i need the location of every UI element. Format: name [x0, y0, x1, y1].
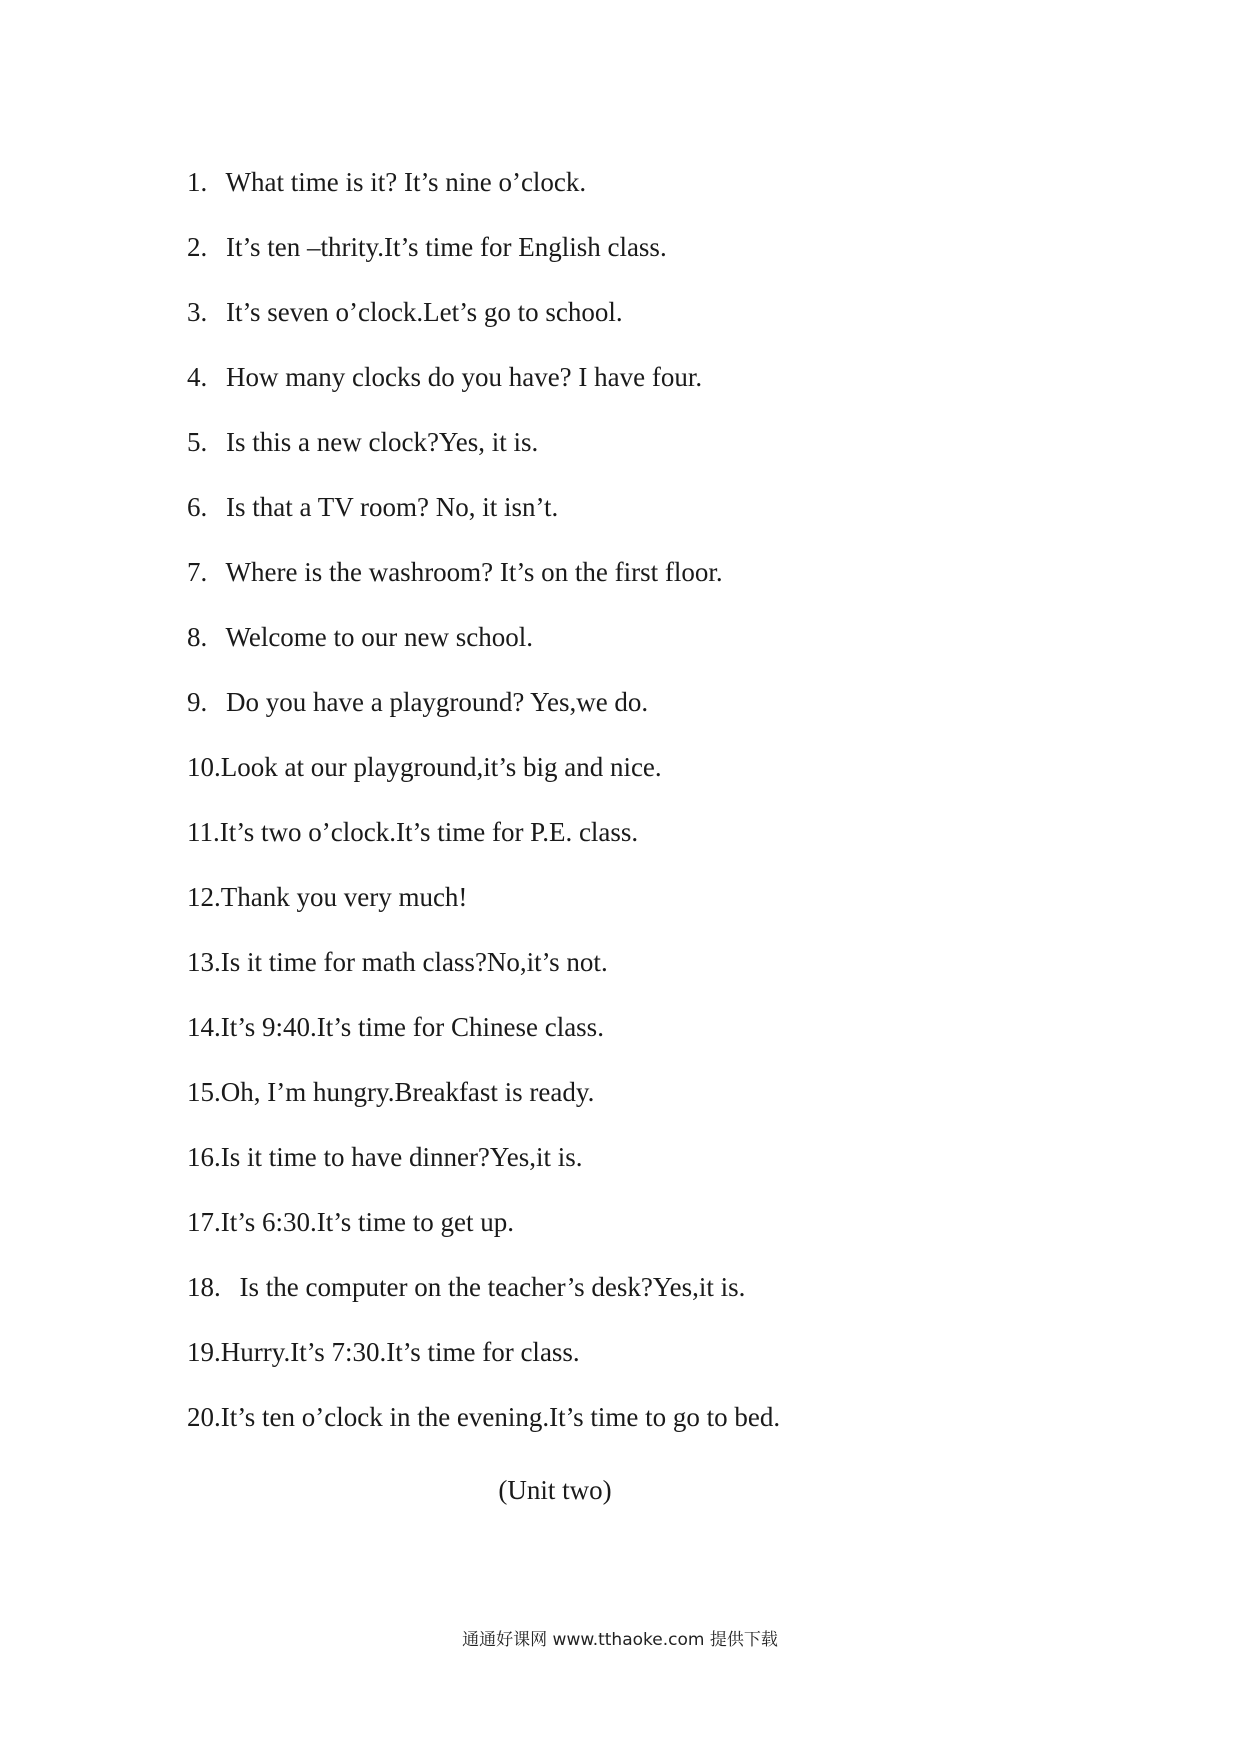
sentence-number: 5.	[187, 427, 208, 457]
sentence-text: Look at our playground,it’s big and nice.	[220, 752, 662, 782]
download-footer: 通通好课网 www.tthaoke.com 提供下载	[462, 1630, 778, 1650]
sentence-text: It’s two o’clock.It’s time for P.E. class.	[219, 817, 639, 847]
sentence-number: 16.	[187, 1142, 221, 1172]
sentence-item	[187, 1397, 780, 1462]
sentence-item	[187, 1072, 780, 1137]
sentence-list	[187, 162, 780, 1462]
sentence-item	[187, 1007, 780, 1072]
sentence-text: It’s ten o’clock in the evening.It’s time to go to bed.	[220, 1402, 781, 1432]
sentence-number: 10.	[187, 752, 221, 782]
sentence-number: 7.	[187, 557, 208, 587]
sentence-item	[187, 227, 780, 292]
sentence-number: 8.	[187, 622, 208, 652]
sentence-text: Is that a TV room? No, it isn’t.	[226, 492, 559, 522]
sentence-number: 12.	[187, 882, 221, 912]
sentence-text: Is it time to have dinner?Yes,it is.	[220, 1142, 583, 1172]
sentence-item	[187, 682, 780, 747]
sentence-item	[187, 942, 780, 1007]
sentence-text: What time is it? It’s nine o’clock.	[225, 167, 587, 197]
sentence-item	[187, 1137, 780, 1202]
sentence-text: Welcome to our new school.	[225, 622, 534, 652]
sentence-text: Where is the washroom? It’s on the first floor.	[225, 557, 723, 587]
sentence-number: 4.	[187, 362, 208, 392]
sentence-item	[187, 487, 780, 552]
sentence-text: Is it time for math class?No,it’s not.	[220, 947, 608, 977]
sentence-text: Is the computer on the teacher’s desk?Yes,it is.	[239, 1272, 746, 1302]
sentence-item	[187, 162, 780, 227]
sentence-item	[187, 812, 780, 877]
sentence-number: 13.	[187, 947, 221, 977]
sentence-text: Oh, I’m hungry.Breakfast is ready.	[220, 1077, 595, 1107]
sentence-number: 3.	[187, 297, 208, 327]
sentence-text: It’s 9:40.It’s time for Chinese class.	[220, 1012, 604, 1042]
sentence-number: 11.	[187, 817, 220, 847]
sentence-item	[187, 1202, 780, 1267]
sentence-item	[187, 747, 780, 812]
sentence-text: It’s 6:30.It’s time to get up.	[220, 1207, 514, 1237]
sentence-text: It’s seven o’clock.Let’s go to school.	[226, 297, 623, 327]
sentence-number: 9.	[187, 687, 208, 717]
sentence-item	[187, 552, 780, 617]
sentence-number: 1.	[187, 167, 208, 197]
sentence-item	[187, 357, 780, 422]
sentence-item	[187, 1267, 780, 1332]
sentence-item	[187, 877, 780, 942]
sentence-number: 6.	[187, 492, 208, 522]
sentence-number: 19.	[187, 1337, 221, 1367]
sentence-item	[187, 617, 780, 682]
sentence-text: How many clocks do you have? I have four.	[226, 362, 703, 392]
sentence-text: Thank you very much!	[220, 882, 468, 912]
sentence-number: 2.	[187, 232, 208, 262]
sentence-item	[187, 1332, 780, 1397]
sentence-number: 14.	[187, 1012, 221, 1042]
sentence-text: Do you have a playground? Yes,we do.	[226, 687, 649, 717]
sentence-number: 20.	[187, 1402, 221, 1432]
sentence-item	[187, 422, 780, 487]
unit-caption: (Unit two)	[498, 1475, 612, 1505]
sentence-number: 18.	[187, 1272, 221, 1302]
sentence-number: 17.	[187, 1207, 221, 1237]
sentence-text: Hurry.It’s 7:30.It’s time for class.	[220, 1337, 580, 1367]
sentence-text: It’s ten –thrity.It’s time for English class.	[226, 232, 667, 262]
sentence-text: Is this a new clock?Yes, it is.	[226, 427, 539, 457]
sentence-item	[187, 292, 780, 357]
sentence-number: 15.	[187, 1077, 221, 1107]
